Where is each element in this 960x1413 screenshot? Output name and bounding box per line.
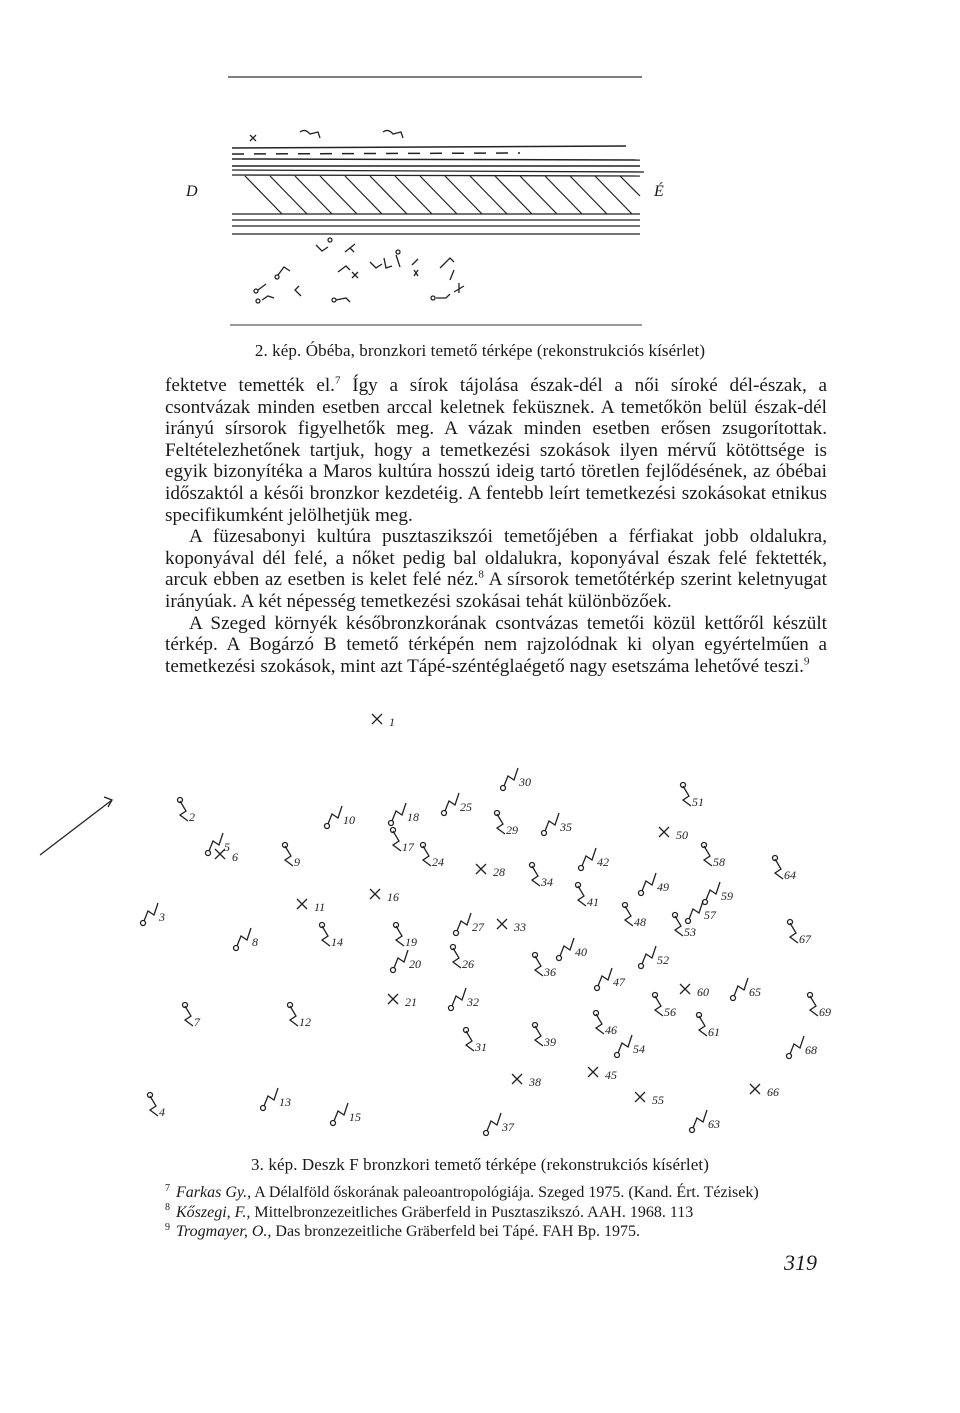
grave-marker-10 — [325, 806, 356, 829]
grave-number-label: 51 — [692, 795, 704, 809]
grave-marker-54 — [615, 1035, 646, 1058]
grave-number-label: 32 — [467, 995, 479, 1009]
grave-marker-51 — [681, 783, 705, 810]
grave-marker-39 — [533, 1023, 557, 1050]
grave-marker-16 — [370, 889, 399, 904]
figure-2-caption: 2. kép. Óbéba, bronzkori temető térképe (rekonstrukciós kísérlet) — [254, 341, 706, 360]
grave-number-label: 31 — [475, 1040, 487, 1054]
grave-marker-2 — [178, 798, 196, 825]
grave-marker-25 — [442, 793, 473, 816]
grave-number-label: 13 — [279, 1095, 291, 1109]
grave-marker-40 — [557, 938, 588, 961]
grave-number-label: 68 — [805, 1043, 817, 1057]
grave-number-label: 33 — [514, 920, 526, 934]
grave-marker-33 — [497, 919, 526, 934]
grave-marker-17 — [391, 828, 416, 855]
grave-number-label: 47 — [613, 975, 625, 989]
grave-number-label: 66 — [767, 1085, 779, 1099]
grave-marker-8 — [234, 928, 259, 951]
grave-number-label: 10 — [343, 813, 355, 827]
footnote-7 — [165, 1183, 845, 1203]
grave-marker-24 — [421, 843, 445, 870]
grave-marker-59 — [703, 882, 734, 905]
grave-number-label: 52 — [657, 953, 669, 967]
map-label-south: D — [186, 183, 198, 200]
grave-number-label: 48 — [634, 915, 646, 929]
grave-number-label: 45 — [605, 1068, 617, 1082]
grave-marker-30 — [501, 768, 532, 791]
grave-number-label: 8 — [252, 935, 258, 949]
grave-marker-35 — [542, 813, 573, 836]
grave-number-label: 60 — [697, 985, 709, 999]
grave-marker-53 — [673, 913, 697, 940]
grave-number-label: 16 — [387, 890, 399, 904]
paragraph-2-rest: A sírsorok temetőtérkép szerint keletnyugat irányúak. A két népesség temetkezési szokásai tehát különbözőek. — [165, 569, 827, 612]
grave-marker-48 — [623, 903, 647, 930]
footnote-number: 8 — [165, 1202, 170, 1214]
grave-marker-55 — [635, 1092, 664, 1107]
grave-number-label: 24 — [432, 855, 444, 869]
grave-number-label: 30 — [519, 775, 531, 789]
grave-number-label: 55 — [652, 1093, 664, 1107]
footnotes — [165, 1183, 845, 1242]
grave-number-label: 69 — [819, 1005, 831, 1019]
grave-marker-11 — [297, 899, 325, 914]
footnote-text: Mittelbronzezeitliches Gräberfeld in Pusztaszikszó. AAH. 1968. 113 — [250, 1203, 694, 1221]
grave-marker-13 — [261, 1088, 292, 1111]
grave-marker-46 — [594, 1011, 618, 1038]
grave-marker-7 — [183, 1003, 202, 1030]
grave-number-label: 27 — [472, 920, 484, 934]
grave-marker-47 — [595, 968, 627, 991]
grave-marker-56 — [653, 993, 677, 1020]
footnote-ref-7[interactable]: 7 — [334, 374, 341, 387]
footnote-text: A Délalföld őskorának paleoantropológiája. Szeged 1975. (Kand. Ért. Tézisek) — [251, 1184, 759, 1201]
grave-number-label: 21 — [405, 995, 417, 1009]
grave-number-label: 9 — [294, 855, 300, 869]
footnote-number: 7 — [165, 1182, 170, 1194]
grave-number-label: 5 — [224, 840, 230, 854]
grave-number-label: 65 — [749, 985, 761, 999]
grave-number-label: 25 — [460, 800, 472, 814]
grave-marker-63 — [690, 1110, 721, 1133]
grave-number-label: 46 — [605, 1023, 617, 1037]
grave-number-label: 42 — [597, 855, 609, 869]
grave-marker-41 — [576, 883, 600, 910]
grave-marker-9 — [283, 843, 301, 870]
grave-marker-31 — [464, 1028, 488, 1055]
grave-marker-15 — [331, 1103, 362, 1126]
grave-number-label: 63 — [708, 1117, 720, 1131]
grave-marker-36 — [533, 953, 557, 980]
grave-marker-57 — [686, 901, 718, 924]
grave-marker-1 — [372, 714, 395, 729]
grave-number-label: 28 — [493, 865, 505, 879]
grave-marker-52 — [639, 946, 670, 969]
grave-marker-50 — [659, 827, 688, 842]
grave-number-label: 20 — [409, 957, 421, 971]
grave-marker-26 — [451, 945, 475, 972]
grave-number-label: 7 — [194, 1015, 200, 1029]
grave-number-label: 2 — [189, 810, 195, 824]
grave-number-label: 61 — [708, 1025, 720, 1039]
footnote-author: Trogmayer, O., — [176, 1223, 272, 1240]
grave-number-label: 14 — [331, 935, 343, 949]
grave-marker-60 — [680, 984, 709, 999]
footnote-number: 9 — [165, 1221, 170, 1233]
footnote-9 — [165, 1222, 845, 1242]
grave-marker-38 — [512, 1074, 541, 1089]
grave-marker-12 — [288, 1003, 312, 1030]
grave-number-label: 67 — [799, 932, 811, 946]
grave-marker-4 — [148, 1093, 166, 1120]
grave-number-label: 35 — [560, 820, 572, 834]
grave-number-label: 6 — [232, 850, 238, 864]
grave-number-label: 38 — [529, 1075, 541, 1089]
grave-number-label: 3 — [159, 910, 165, 924]
grave-marker-14 — [320, 923, 344, 950]
paragraph-1-start: fektetve temették el. — [165, 375, 335, 396]
grave-marker-20 — [391, 950, 422, 973]
grave-number-label: 39 — [544, 1035, 556, 1049]
grave-number-label: 4 — [159, 1105, 165, 1119]
grave-number-label: 59 — [721, 889, 733, 903]
grave-number-label: 19 — [405, 935, 417, 949]
grave-number-label: 15 — [349, 1110, 361, 1124]
grave-number-label: 54 — [633, 1042, 645, 1056]
grave-marker-34 — [530, 863, 554, 890]
grave-marker-45 — [588, 1067, 617, 1082]
footnote-8 — [165, 1203, 845, 1223]
grave-marker-66 — [750, 1084, 779, 1099]
grave-number-label: 37 — [502, 1120, 514, 1134]
grave-marker-61 — [697, 1013, 721, 1040]
grave-number-label: 41 — [587, 895, 599, 909]
grave-number-label: 17 — [402, 840, 414, 854]
grave-marker-28 — [476, 864, 505, 879]
figure-3-caption: 3. kép. Deszk F bronzkori temető térképe (rekonstrukciós kísérlet) — [251, 1155, 709, 1174]
grave-number-label: 11 — [314, 900, 326, 914]
grave-marker-64 — [773, 856, 797, 883]
grave-marker-65 — [731, 978, 762, 1001]
grave-marker-32 — [449, 988, 480, 1011]
paragraph-1-rest: Így a sírok tájolása észak-dél a női síroké dél-észak, a csontvázak minden esetben arccal keletnek feküsznek. A temetőkön belül észak-dél irányú sírsorok figyelhetők meg. A vázak minden esetben erősen zsugorítottak. Feltételezhetőnek tartjuk, hogy a temetkezési szokások ilyen mérvű kötöttsége is egyik bizonyítéka a Maros kultúra hosszú ideig tartó töretlen fejlődésének, az óbébai időszaktól a késői bronzkor kezdetéig. A fentebb leírt temetkezési szokásokat etnikus specifikumként jelölhetjük meg. — [165, 375, 827, 526]
grave-number-label: 49 — [657, 880, 669, 894]
grave-marker-42 — [579, 848, 610, 871]
grave-number-label: 53 — [684, 925, 696, 939]
footnote-ref-8[interactable]: 8 — [478, 568, 484, 581]
paragraph-3-start: A Szeged környék későbronzkorának csontvázas temetői közül kettőről készült térkép. A Bogárzó B temető térképén nem rajzolódnak ki olyan egyértelműen a temetkezési szokások, mint azt Tápé-széntéglaégető nagy esetszáma lehetővé teszi. — [165, 612, 827, 677]
grave-number-label: 57 — [704, 908, 716, 922]
grave-number-label: 1 — [389, 715, 395, 729]
grave-marker-27 — [454, 913, 486, 936]
grave-number-label: 34 — [541, 875, 553, 889]
grave-marker-49 — [639, 873, 670, 896]
grave-marker-21 — [388, 994, 417, 1009]
grave-marker-68 — [787, 1036, 818, 1059]
grave-marker-19 — [394, 923, 418, 950]
grave-marker-67 — [788, 920, 813, 947]
grave-number-label: 18 — [407, 810, 419, 824]
grave-number-label: 64 — [784, 868, 796, 882]
grave-number-label: 56 — [664, 1005, 676, 1019]
grave-number-label: 40 — [575, 945, 587, 959]
grave-number-label: 29 — [506, 823, 518, 837]
footnote-author: Farkas Gy., — [176, 1184, 252, 1201]
map-label-north: É — [654, 183, 664, 200]
grave-number-label: 36 — [544, 965, 556, 979]
grave-number-label: 12 — [299, 1015, 311, 1029]
footnote-text: Das bronzezeitliche Gräberfeld bei Tápé. FAH Bp. 1975. — [271, 1223, 641, 1240]
grave-marker-69 — [808, 993, 832, 1020]
grave-marker-58 — [702, 843, 726, 870]
grave-marker-29 — [495, 811, 519, 838]
page-number: 319 — [784, 1250, 817, 1275]
grave-number-label: 58 — [713, 855, 725, 869]
grave-marker-18 — [389, 803, 420, 826]
paragraph-2-start: A füzesabonyi kultúra pusztaszikszói temetőjében a férfiakat jobb oldalukra, koponyával dél felé, a nőket pedig bal oldalukra, koponyával észak felé fektették, arcuk ebben az esetben is kelet felé néz. — [165, 526, 827, 591]
grave-marker-3 — [141, 903, 166, 926]
footnote-author: Kőszegi, F., — [176, 1203, 251, 1221]
grave-number-label: 26 — [462, 957, 474, 971]
grave-marker-37 — [484, 1113, 516, 1136]
grave-number-label: 50 — [676, 828, 688, 842]
north-arrow-icon — [40, 797, 112, 855]
footnote-ref-9[interactable]: 9 — [803, 655, 810, 668]
